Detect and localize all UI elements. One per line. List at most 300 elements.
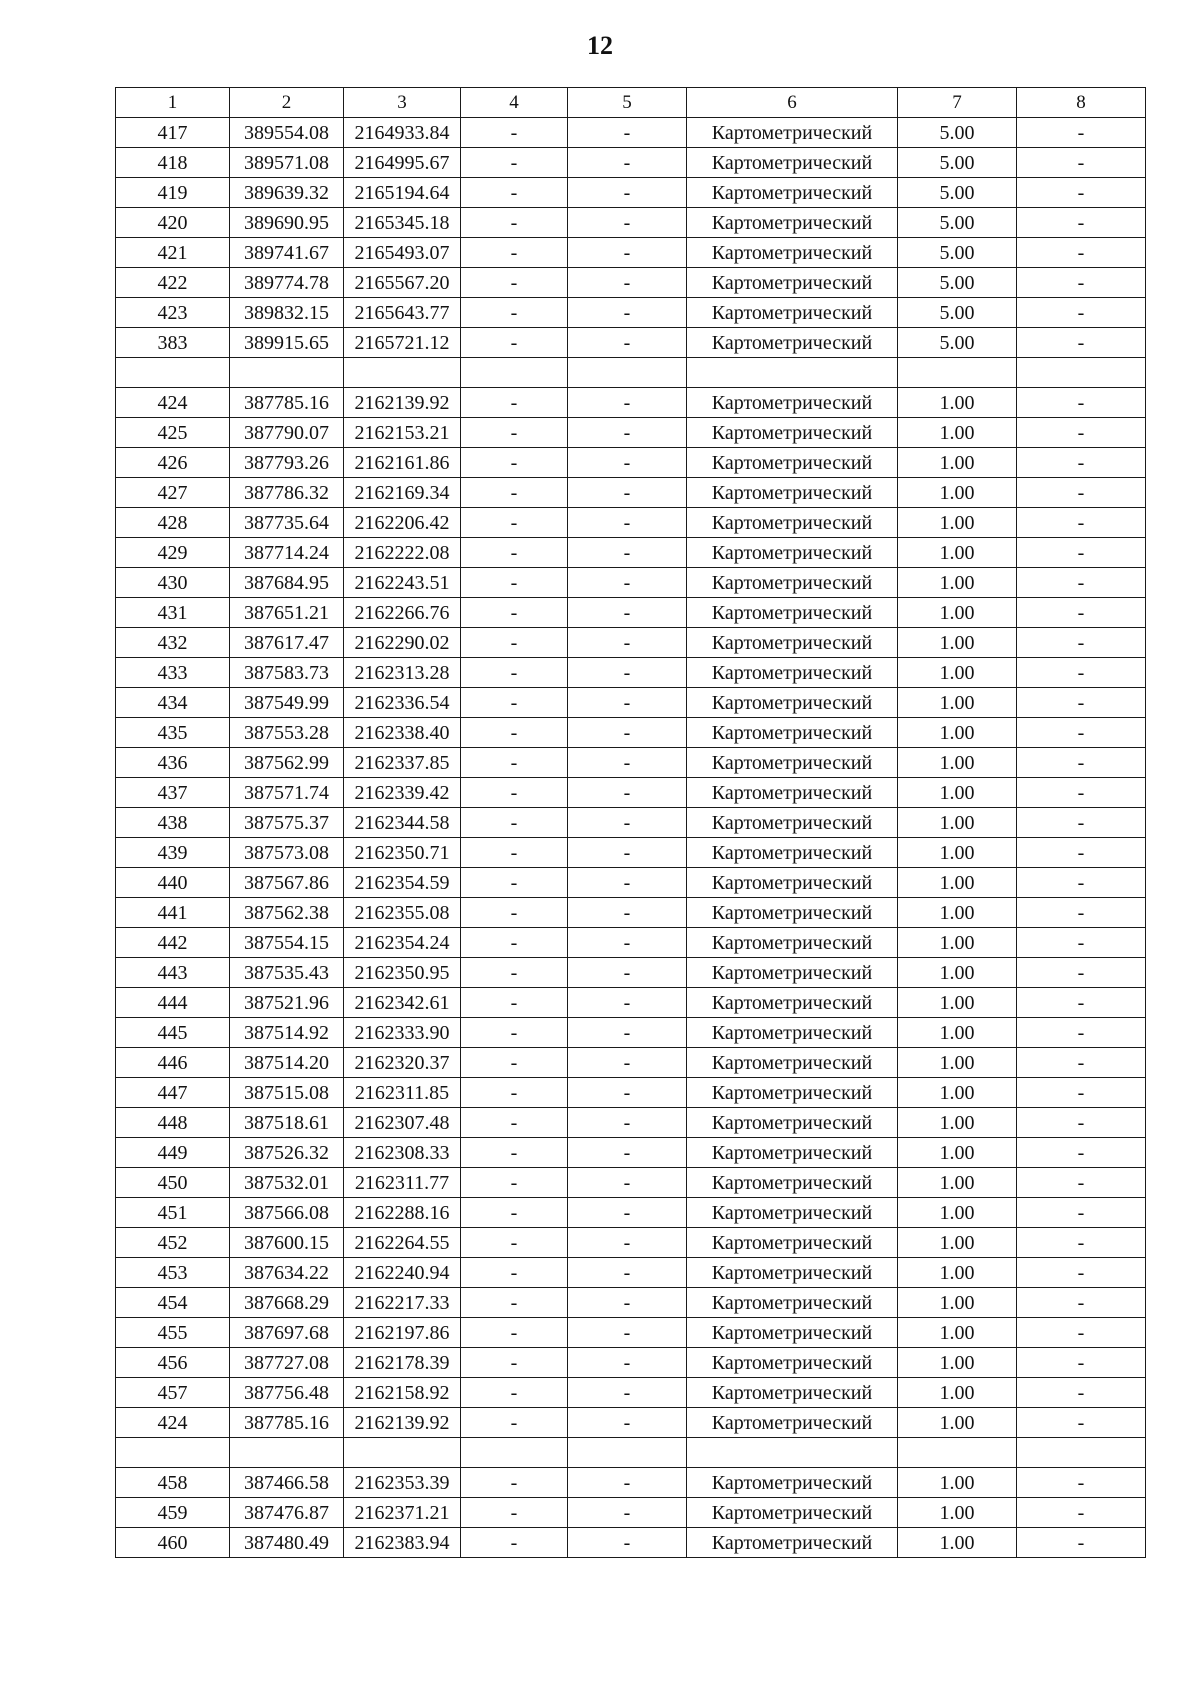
table-cell: 1.00	[898, 808, 1017, 838]
table-cell: -	[461, 118, 568, 148]
table-cell: -	[461, 808, 568, 838]
table-row	[116, 388, 1146, 418]
table-cell: 440	[116, 868, 230, 898]
table-cell: -	[568, 658, 687, 688]
table-cell: Картометрический	[687, 1168, 898, 1198]
table-cell: -	[461, 868, 568, 898]
table-cell: -	[1017, 688, 1146, 718]
table-cell: 1.00	[898, 928, 1017, 958]
table-cell: -	[1017, 1378, 1146, 1408]
table-cell: 456	[116, 1348, 230, 1378]
table-cell: 446	[116, 1048, 230, 1078]
table-cell: -	[568, 688, 687, 718]
table-cell: 387575.37	[230, 808, 344, 838]
table-cell: 389832.15	[230, 298, 344, 328]
table-cell: 387567.86	[230, 868, 344, 898]
table-row	[116, 1288, 1146, 1318]
table-cell: Картометрический	[687, 448, 898, 478]
table-cell: 2162307.48	[344, 1108, 461, 1138]
table-row	[116, 478, 1146, 508]
table-cell	[1017, 1438, 1146, 1468]
table-cell: 387480.49	[230, 1528, 344, 1558]
table-cell: Картометрический	[687, 1528, 898, 1558]
table-row	[116, 148, 1146, 178]
table-cell: 1.00	[898, 1228, 1017, 1258]
table-cell: -	[461, 478, 568, 508]
table-cell: Картометрический	[687, 628, 898, 658]
table-cell: -	[1017, 1108, 1146, 1138]
header-cell: 4	[461, 88, 568, 118]
table-cell: -	[461, 1378, 568, 1408]
table-cell: -	[461, 1258, 568, 1288]
table-cell: 1.00	[898, 898, 1017, 928]
table-cell: -	[461, 1288, 568, 1318]
table-cell: 389741.67	[230, 238, 344, 268]
table-cell: 2164933.84	[344, 118, 461, 148]
table-cell: -	[1017, 1048, 1146, 1078]
table-cell: 1.00	[898, 1498, 1017, 1528]
table-cell: -	[568, 838, 687, 868]
table-cell: -	[1017, 478, 1146, 508]
table-cell: 387532.01	[230, 1168, 344, 1198]
table-cell: -	[568, 1138, 687, 1168]
table-cell: -	[1017, 658, 1146, 688]
table-cell: -	[568, 178, 687, 208]
table-row	[116, 178, 1146, 208]
table-cell: Картометрический	[687, 1198, 898, 1228]
table-cell: Картометрический	[687, 868, 898, 898]
table-cell: -	[461, 448, 568, 478]
table-cell: -	[568, 778, 687, 808]
table-cell: -	[1017, 1198, 1146, 1228]
table-row	[116, 1198, 1146, 1228]
table-cell: Картометрический	[687, 178, 898, 208]
table-cell: -	[461, 298, 568, 328]
table-row	[116, 898, 1146, 928]
table-cell: -	[461, 1078, 568, 1108]
table-cell: 443	[116, 958, 230, 988]
table-cell: 2162264.55	[344, 1228, 461, 1258]
table-row	[116, 1378, 1146, 1408]
table-cell: -	[568, 508, 687, 538]
table-cell: -	[461, 748, 568, 778]
table-cell: -	[568, 1228, 687, 1258]
table-cell: 387735.64	[230, 508, 344, 538]
table-cell: 432	[116, 628, 230, 658]
table-cell: 387571.74	[230, 778, 344, 808]
table-cell: Картометрический	[687, 1138, 898, 1168]
table-cell: 2162240.94	[344, 1258, 461, 1288]
table-cell: -	[461, 1468, 568, 1498]
table-cell: -	[1017, 508, 1146, 538]
header-cell: 1	[116, 88, 230, 118]
table-cell: Картометрический	[687, 238, 898, 268]
table-cell: -	[461, 418, 568, 448]
table-cell: 387790.07	[230, 418, 344, 448]
table-cell: 1.00	[898, 1048, 1017, 1078]
table-row	[116, 628, 1146, 658]
table-cell: -	[1017, 958, 1146, 988]
table-cell: 387785.16	[230, 1408, 344, 1438]
table-cell: 420	[116, 208, 230, 238]
table-cell	[230, 1438, 344, 1468]
table-cell: -	[1017, 1528, 1146, 1558]
table-cell: -	[1017, 868, 1146, 898]
table-cell: 2162139.92	[344, 388, 461, 418]
table-cell: 2162290.02	[344, 628, 461, 658]
table-cell: 1.00	[898, 628, 1017, 658]
table-cell: -	[461, 1498, 568, 1528]
table-cell: Картометрический	[687, 988, 898, 1018]
table-cell: 455	[116, 1318, 230, 1348]
table-cell: 458	[116, 1468, 230, 1498]
table-cell: -	[1017, 1348, 1146, 1378]
table-cell: 417	[116, 118, 230, 148]
table-cell: Картометрический	[687, 208, 898, 238]
table-row	[116, 1498, 1146, 1528]
table-cell: -	[1017, 628, 1146, 658]
table-cell: Картометрический	[687, 118, 898, 148]
table-cell: 5.00	[898, 298, 1017, 328]
table-cell: 1.00	[898, 1078, 1017, 1108]
table-cell: 387697.68	[230, 1318, 344, 1348]
table-cell: Картометрический	[687, 748, 898, 778]
table-cell: 421	[116, 238, 230, 268]
table-cell: -	[461, 238, 568, 268]
table-cell: -	[568, 1048, 687, 1078]
table-cell: -	[1017, 298, 1146, 328]
table-row	[116, 1258, 1146, 1288]
table-cell: Картометрический	[687, 1078, 898, 1108]
table-cell: -	[461, 928, 568, 958]
table-cell: 457	[116, 1378, 230, 1408]
table-cell: 2162139.92	[344, 1408, 461, 1438]
table-row	[116, 928, 1146, 958]
table-cell: 387549.99	[230, 688, 344, 718]
table-cell	[116, 1438, 230, 1468]
table-cell: 1.00	[898, 658, 1017, 688]
table-cell: 444	[116, 988, 230, 1018]
table-cell: 387786.32	[230, 478, 344, 508]
table-cell: -	[568, 268, 687, 298]
table-cell: -	[568, 478, 687, 508]
table-cell: -	[568, 628, 687, 658]
table-cell: -	[568, 118, 687, 148]
table-cell: -	[461, 208, 568, 238]
table-cell: 1.00	[898, 988, 1017, 1018]
table-cell: 1.00	[898, 388, 1017, 418]
table-row	[116, 718, 1146, 748]
table-cell: -	[1017, 208, 1146, 238]
table-cell: -	[461, 778, 568, 808]
table-cell: -	[568, 928, 687, 958]
table-cell: 2162338.40	[344, 718, 461, 748]
table-cell: 2162344.58	[344, 808, 461, 838]
table-cell: -	[568, 1408, 687, 1438]
table-cell: Картометрический	[687, 328, 898, 358]
table-cell: Картометрический	[687, 658, 898, 688]
table-cell: 2162342.61	[344, 988, 461, 1018]
table-cell: -	[568, 958, 687, 988]
table-cell: 422	[116, 268, 230, 298]
table-row	[116, 1018, 1146, 1048]
table-cell: 434	[116, 688, 230, 718]
table-cell: -	[1017, 1018, 1146, 1048]
table-row	[116, 1138, 1146, 1168]
table-cell: -	[568, 598, 687, 628]
table-body	[116, 118, 1146, 1558]
table-cell: -	[568, 748, 687, 778]
table-row	[116, 1168, 1146, 1198]
table-cell: 438	[116, 808, 230, 838]
table-cell: 447	[116, 1078, 230, 1108]
table-cell: 2162161.86	[344, 448, 461, 478]
table-cell: 2162311.85	[344, 1078, 461, 1108]
table-row	[116, 418, 1146, 448]
table-cell: -	[461, 568, 568, 598]
table-cell: 1.00	[898, 1018, 1017, 1048]
table-cell: -	[461, 988, 568, 1018]
table-cell: -	[1017, 1138, 1146, 1168]
table-cell: 1.00	[898, 478, 1017, 508]
table-cell: -	[1017, 568, 1146, 598]
table-cell: 429	[116, 538, 230, 568]
table-cell: 439	[116, 838, 230, 868]
table-cell: Картометрический	[687, 958, 898, 988]
table-cell: 5.00	[898, 268, 1017, 298]
table-cell: 1.00	[898, 1168, 1017, 1198]
table-cell: Картометрический	[687, 538, 898, 568]
table-cell: -	[461, 1528, 568, 1558]
table-cell: 1.00	[898, 748, 1017, 778]
table-cell: -	[461, 388, 568, 418]
table-cell: -	[461, 898, 568, 928]
table-cell: 450	[116, 1168, 230, 1198]
table-cell: 5.00	[898, 238, 1017, 268]
table-row	[116, 538, 1146, 568]
table-cell: Картометрический	[687, 388, 898, 418]
table-row	[116, 508, 1146, 538]
table-cell: Картометрический	[687, 1468, 898, 1498]
table-cell: 387476.87	[230, 1498, 344, 1528]
table-cell: 451	[116, 1198, 230, 1228]
table-cell: 2162153.21	[344, 418, 461, 448]
table-cell: -	[461, 628, 568, 658]
table-cell: -	[461, 1198, 568, 1228]
table-cell	[230, 358, 344, 388]
table-cell: 459	[116, 1498, 230, 1528]
table-cell: 445	[116, 1018, 230, 1048]
table-cell: -	[1017, 1408, 1146, 1438]
table-cell: -	[461, 178, 568, 208]
table-cell: 387514.20	[230, 1048, 344, 1078]
table-cell: 5.00	[898, 118, 1017, 148]
table-cell: 2162350.95	[344, 958, 461, 988]
table-row	[116, 598, 1146, 628]
table-cell: 2164995.67	[344, 148, 461, 178]
table-cell: -	[461, 958, 568, 988]
table-row	[116, 1318, 1146, 1348]
table-cell: 423	[116, 298, 230, 328]
table-cell: -	[1017, 808, 1146, 838]
table-cell: 2165643.77	[344, 298, 461, 328]
table-cell: -	[568, 208, 687, 238]
table-cell: -	[568, 868, 687, 898]
table-cell: 1.00	[898, 1318, 1017, 1348]
table-cell: 389915.65	[230, 328, 344, 358]
table-cell: 2162320.37	[344, 1048, 461, 1078]
table-cell: -	[1017, 418, 1146, 448]
table-cell: -	[568, 448, 687, 478]
table-cell: 419	[116, 178, 230, 208]
table-cell: 2162266.76	[344, 598, 461, 628]
table-cell: 387727.08	[230, 1348, 344, 1378]
table-row	[116, 1108, 1146, 1138]
table-cell: -	[568, 1348, 687, 1378]
table-row	[116, 958, 1146, 988]
table-cell: 5.00	[898, 328, 1017, 358]
table-cell: 2162313.28	[344, 658, 461, 688]
table-cell: -	[1017, 388, 1146, 418]
table-cell: 1.00	[898, 1288, 1017, 1318]
table-cell: 441	[116, 898, 230, 928]
table-cell: -	[461, 658, 568, 688]
table-cell: -	[1017, 1078, 1146, 1108]
table-cell: -	[568, 898, 687, 928]
table-cell: -	[568, 718, 687, 748]
table-cell	[687, 358, 898, 388]
header-row	[116, 88, 1146, 118]
table-cell: 1.00	[898, 508, 1017, 538]
header-cell: 6	[687, 88, 898, 118]
table-cell: 424	[116, 1408, 230, 1438]
table-cell: -	[1017, 178, 1146, 208]
table-cell: -	[1017, 1288, 1146, 1318]
table-row	[116, 1348, 1146, 1378]
table-cell: -	[568, 418, 687, 448]
table-cell: Картометрический	[687, 268, 898, 298]
table-cell: 387514.92	[230, 1018, 344, 1048]
table-cell: -	[461, 1048, 568, 1078]
table-cell: Картометрический	[687, 1318, 898, 1348]
table-cell: 2165345.18	[344, 208, 461, 238]
table-cell: -	[461, 328, 568, 358]
table-cell: -	[1017, 268, 1146, 298]
table-cell: Картометрический	[687, 478, 898, 508]
table-cell: 2165567.20	[344, 268, 461, 298]
table-cell: -	[461, 268, 568, 298]
table-row	[116, 808, 1146, 838]
table-cell: 453	[116, 1258, 230, 1288]
table-cell: Картометрический	[687, 778, 898, 808]
table-cell: Картометрический	[687, 838, 898, 868]
table-cell: 433	[116, 658, 230, 688]
table-cell: 387651.21	[230, 598, 344, 628]
table-cell: -	[1017, 928, 1146, 958]
table-row	[116, 1078, 1146, 1108]
table-cell: 2162158.92	[344, 1378, 461, 1408]
table-cell: -	[568, 388, 687, 418]
table-cell: 436	[116, 748, 230, 778]
table-cell: 1.00	[898, 538, 1017, 568]
table-cell: -	[568, 1288, 687, 1318]
table-cell: 2162336.54	[344, 688, 461, 718]
table-cell: 387714.24	[230, 538, 344, 568]
table-row	[116, 568, 1146, 598]
table-cell	[461, 1438, 568, 1468]
table-cell: Картометрический	[687, 1498, 898, 1528]
table-row	[116, 1528, 1146, 1558]
table-cell: -	[1017, 1498, 1146, 1528]
table-cell: 2162308.33	[344, 1138, 461, 1168]
table-cell	[116, 358, 230, 388]
table-row	[116, 118, 1146, 148]
table-cell: -	[568, 1198, 687, 1228]
table-cell	[344, 1438, 461, 1468]
table-cell: 2165493.07	[344, 238, 461, 268]
header-cell: 8	[1017, 88, 1146, 118]
table-cell: 387562.99	[230, 748, 344, 778]
table-cell: 2162354.24	[344, 928, 461, 958]
table-cell: Картометрический	[687, 718, 898, 748]
table-cell: 5.00	[898, 208, 1017, 238]
table-cell: Картометрический	[687, 928, 898, 958]
table-cell: Картометрический	[687, 148, 898, 178]
table-cell: -	[461, 688, 568, 718]
table-cell: -	[568, 1258, 687, 1288]
table-row	[116, 448, 1146, 478]
table-cell: -	[1017, 1228, 1146, 1258]
table-cell: -	[568, 328, 687, 358]
table-cell: 2162355.08	[344, 898, 461, 928]
table-cell: 1.00	[898, 1198, 1017, 1228]
table-cell: 387756.48	[230, 1378, 344, 1408]
table-cell: -	[568, 568, 687, 598]
table-cell: 2162337.85	[344, 748, 461, 778]
table-cell: 1.00	[898, 838, 1017, 868]
header-cell: 5	[568, 88, 687, 118]
table-row	[116, 778, 1146, 808]
table-cell: 428	[116, 508, 230, 538]
table-cell: 1.00	[898, 568, 1017, 598]
table-cell: 2162339.42	[344, 778, 461, 808]
table-cell: 426	[116, 448, 230, 478]
table-cell: Картометрический	[687, 898, 898, 928]
table-cell: 1.00	[898, 868, 1017, 898]
table-cell: 2162243.51	[344, 568, 461, 598]
table-cell: -	[461, 148, 568, 178]
table-cell: Картометрический	[687, 688, 898, 718]
table-cell: -	[568, 1078, 687, 1108]
table-cell: -	[568, 808, 687, 838]
table-cell: 2162197.86	[344, 1318, 461, 1348]
table-row	[116, 658, 1146, 688]
table-cell: 387634.22	[230, 1258, 344, 1288]
table-row	[116, 1048, 1146, 1078]
table-cell: 1.00	[898, 1468, 1017, 1498]
table-cell: 387562.38	[230, 898, 344, 928]
table-cell: 389554.08	[230, 118, 344, 148]
table-cell: -	[461, 538, 568, 568]
table-cell: 2162354.59	[344, 868, 461, 898]
table-cell: 387684.95	[230, 568, 344, 598]
table-cell: Картометрический	[687, 808, 898, 838]
table-cell: 389774.78	[230, 268, 344, 298]
table-cell: -	[1017, 1468, 1146, 1498]
table-cell: 1.00	[898, 1408, 1017, 1438]
table-cell: 1.00	[898, 1138, 1017, 1168]
table-cell: -	[461, 598, 568, 628]
